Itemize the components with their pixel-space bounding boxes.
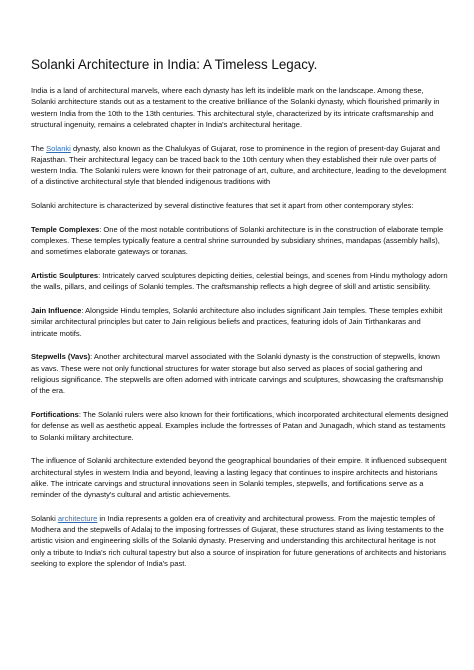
solanki-link[interactable]: Solanki [46, 143, 71, 153]
feature-text: : Alongside Hindu temples, Solanki architecture also includes significant Jain temples. These temples exhibit similar architectural principles but cater to Jain religious beliefs and practices, featuring idols of Jain Tirthankaras and intricate motifs. [31, 306, 443, 338]
feature-term: Fortifications [31, 409, 79, 419]
conclusion-text-before: Solanki [31, 513, 58, 523]
feature-term: Temple Complexes [31, 224, 100, 234]
feature-text: : Another architectural marvel associated with the Solanki dynasty is the construction of stepwells, known as vavs. These were not only functional structures for water storage but also served as places of social gathering and religious significance. The stepwells are often adorned with intricate carvings and sculptures, showcasing the craftsmanship of the era. [31, 352, 444, 396]
architecture-link[interactable]: architecture [57, 513, 98, 523]
conclusion-paragraph [31, 513, 449, 569]
history-text-after: dynasty, also known as the Chalukyas of Gujarat, rose to prominence in the region of present-day Gujarat and Rajasthan. Their architectural legacy can be traced back to the 10th century when they established their rule over parts of western India. The Solanki rulers were known for their patronage of art, culture, and architecture, leading to the development of a distinctive architectural style that blended indigenous traditions with [31, 143, 447, 187]
feature-text: : Intricately carved sculptures depicting deities, celestial beings, and scenes from Hindu mythology adorn the walls, pillars, and ceilings of Solanki temples. The craftsmanship reflects a high degree of skill and artistic sensibility. [31, 271, 448, 292]
document-page [31, 57, 449, 582]
page-title: Solanki Architecture in India: A Timeless Legacy. [31, 57, 318, 72]
conclusion-text-after: in India represents a golden era of creativity and architectural prowess. From the majestic temples of Modhera and the stepwells of Adalaj to the imposing fortresses of Gujarat, these structures stand as living testaments to the artistic vision and engineering skills of the Solanki dynasty. Preserving and understanding this architectural heritage is not only a tribute to India's rich cultural tapestry but also a source of inspiration for future generations of architects and historians seeking to explore the splendor of India's past. [31, 513, 447, 569]
history-text-before: The [31, 143, 47, 153]
feature-term: Artistic Sculptures [31, 271, 99, 281]
influence-paragraph: The influence of Solanki architecture extended beyond the geographical boundaries of their empire. It influenced subsequent architectural styles in western India and beyond, leaving a lasting legacy that continues to inspire architects and historians alike. The intricate carvings and structural innovations seen in Solanki temples, stepwells, and fortifications serve as a reminder of the dynasty's cultural and artistic achievements. [31, 456, 447, 500]
feature-temple-complexes [31, 224, 449, 258]
features-intro-paragraph: Solanki architecture is characterized by several distinctive features that set it apart from other contemporary styles: [31, 201, 414, 211]
feature-artistic-sculptures [31, 270, 449, 293]
feature-text: : The Solanki rulers were also known for their fortifications, which incorporated architectural elements designed for defense as well as aesthetic appeal. Examples include the fortresses of Patan and Junagadh, which stand as testaments to Solanki military architecture. [31, 409, 449, 442]
feature-jain-influence [31, 305, 449, 339]
feature-term: Stepwells (Vavs) [31, 352, 91, 362]
feature-text: : One of the most notable contributions of Solanki architecture is in the construction of elaborate temple complexes. These temples typically feature a central shrine surrounded by subsidiary shrines, mandapas (assembly halls), and sometimes elaborate gateways or toranas. [31, 224, 444, 257]
intro-paragraph: India is a land of architectural marvels, where each dynasty has left its indelible mark on the landscape. Among these, Solanki architecture stands out as a testament to the creative brilliance of the Solanki dynasty, which flourished primarily in western India from the 10th to the 13th centuries. This architectural style, characterized by its intricate craftsmanship and structural ingenuity, remains a celebrated chapter in India's architectural heritage. [31, 86, 440, 129]
feature-term: Jain Influence [31, 306, 82, 316]
feature-fortifications [31, 409, 449, 443]
history-paragraph [31, 143, 449, 188]
feature-stepwells [31, 351, 449, 396]
